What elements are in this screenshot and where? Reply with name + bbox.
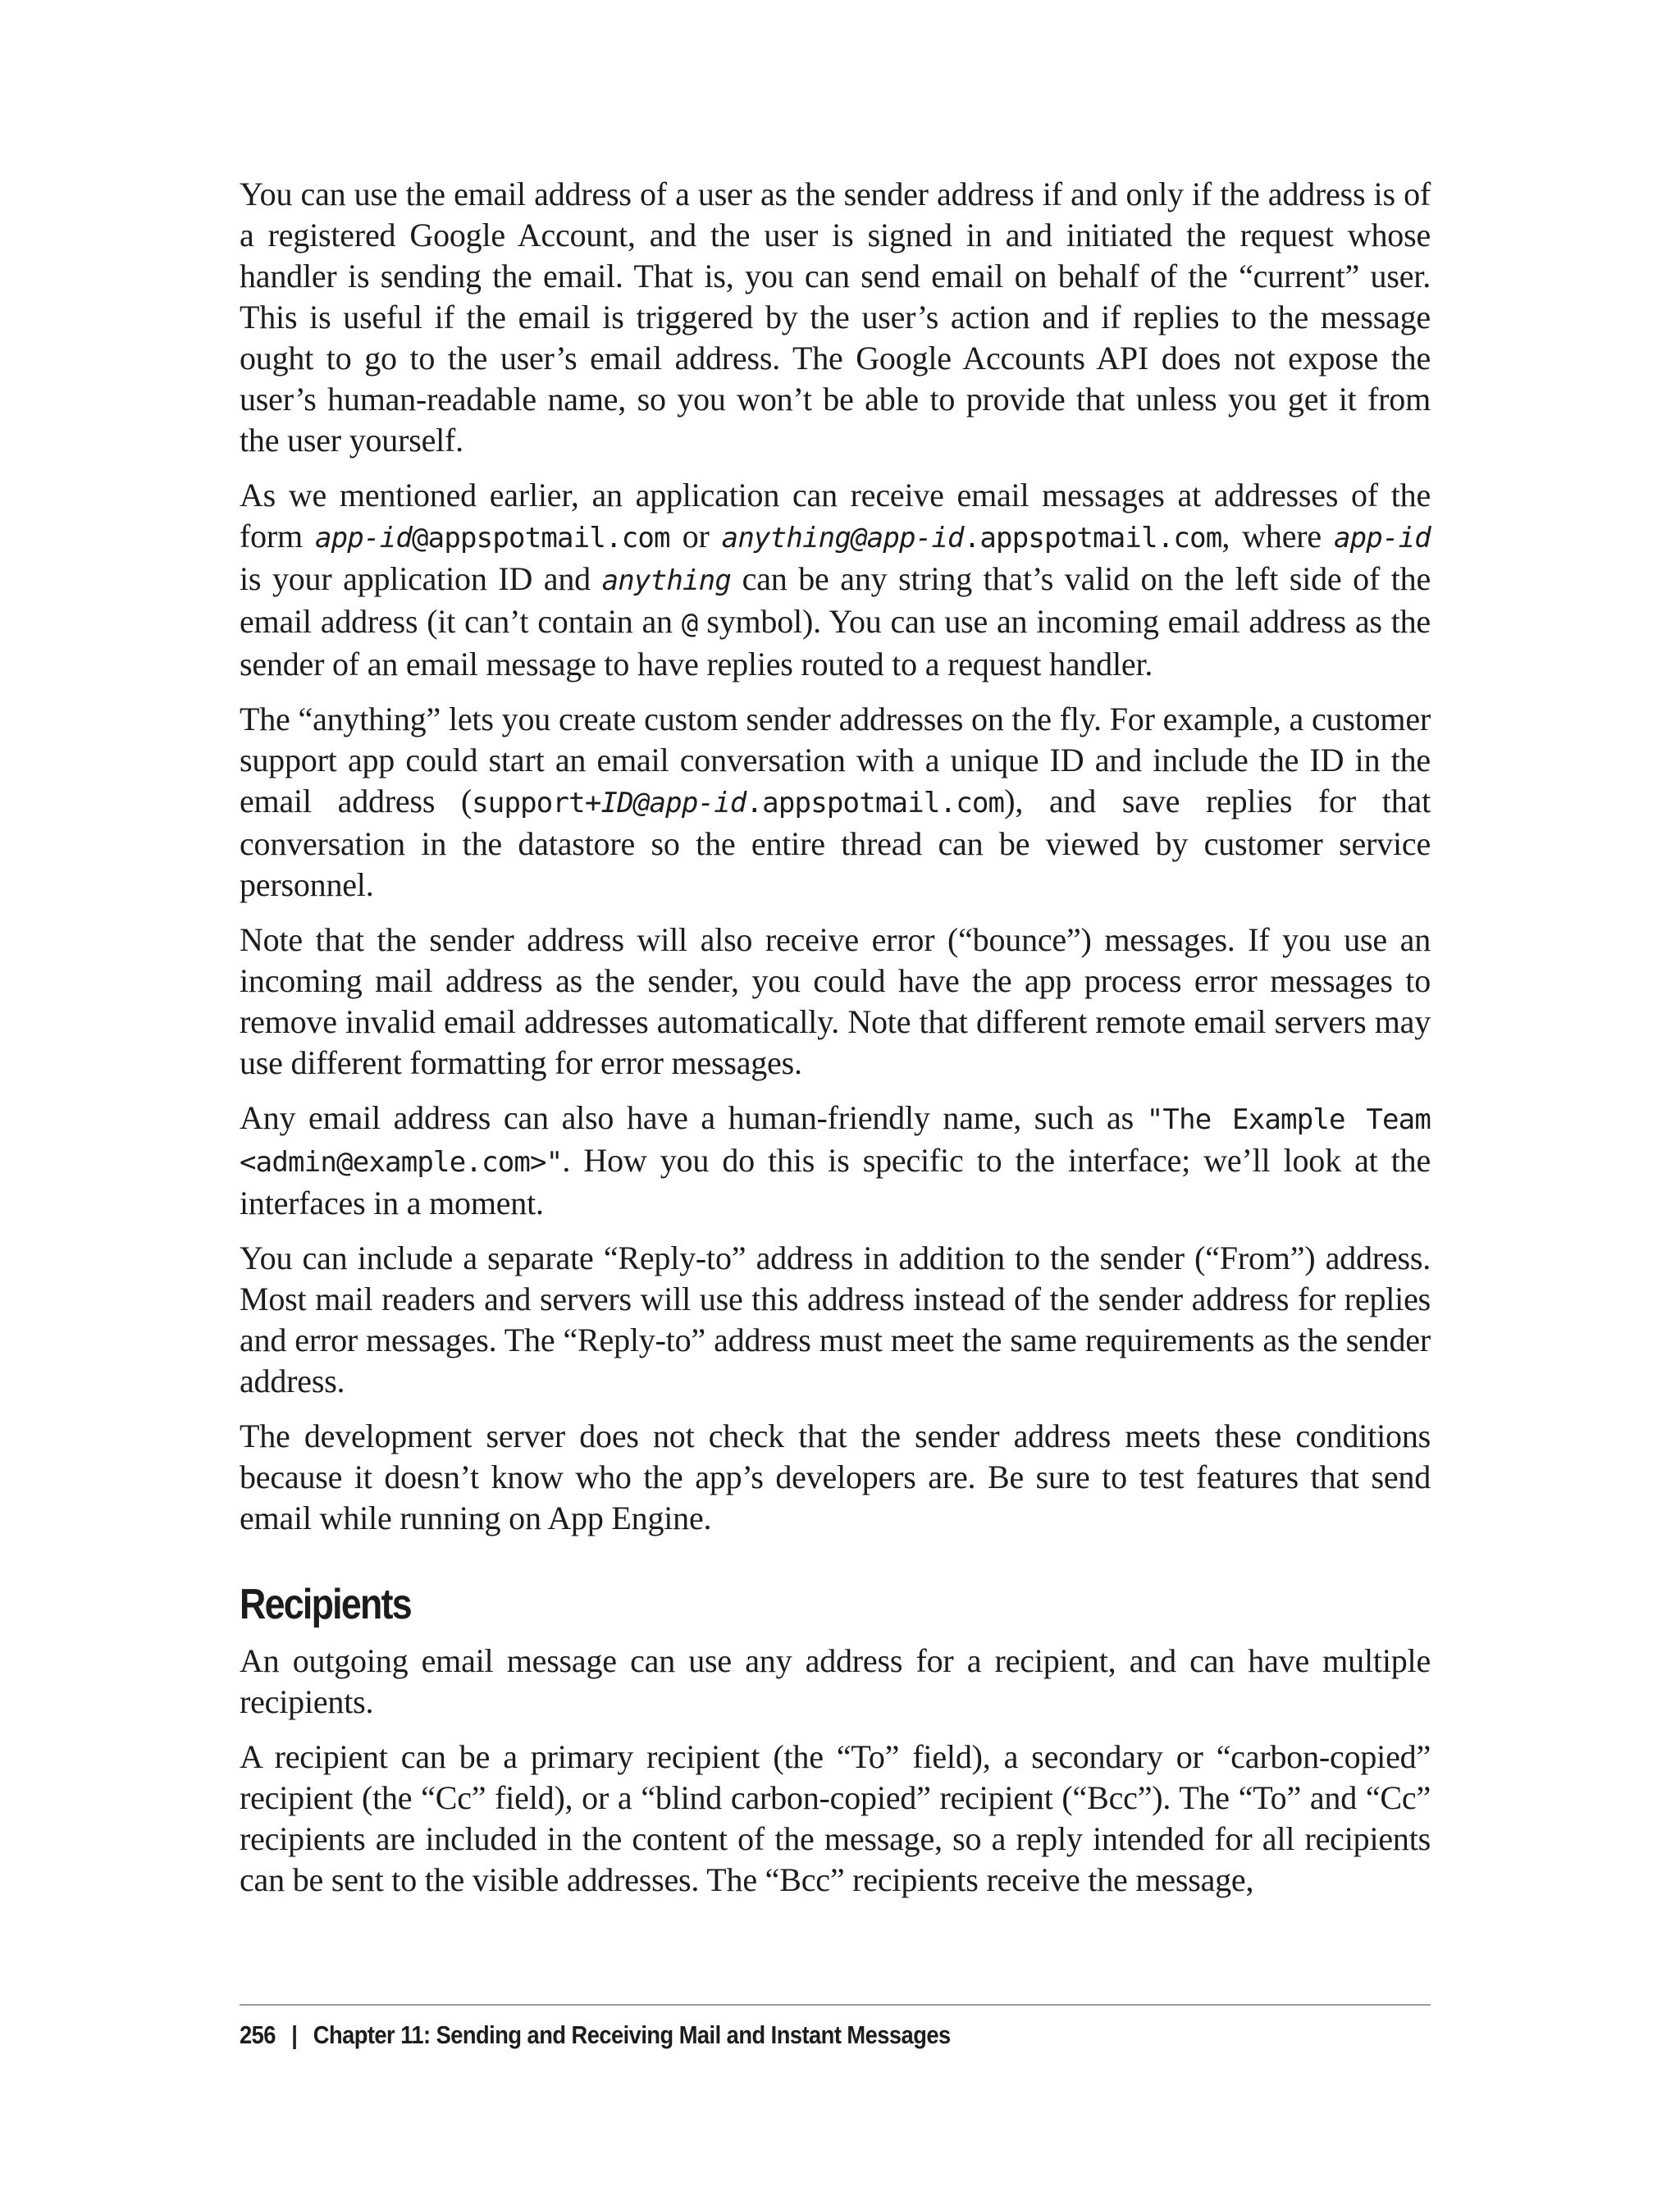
code-support-plus: support+ [472,787,601,819]
paragraph-anything-custom-sender [240,699,1431,906]
code-example-team-address: "The Example Team <admin@example.com>" [240,1103,1431,1179]
text-run: ), and save replies for that conversation in the datastore so the entire thread can be viewed by customer service personnel. [240,783,1431,903]
page-number: 256 [240,2020,276,2049]
code-id-at-app-id: ID@app-id [600,787,746,819]
code-app-id: app-id [314,522,412,555]
page-footer [240,2019,951,2052]
footer-divider [240,2004,1431,2006]
code-app-id: app-id [1333,522,1431,555]
footer-separator: | [291,2020,298,2049]
paragraph-human-friendly-name [240,1098,1431,1224]
paragraph-recipient-types: A recipient can be a primary recipient (the “To” field), a secondary or “carbon-copied” recipient (the “Cc” field), or a “blind carbon-copied” recipient (“Bcc”). The “To” and “Cc” recipients are included in the content of the message, so a reply intended for all recipients can be sent to the visible addresses. The “Bcc” recipients receive the message, [240,1738,1431,1898]
text-run: is your application ID and [240,560,602,597]
code-anything: anything [601,564,731,597]
text-run: or [669,518,722,555]
code-at-symbol: @ [681,607,698,640]
code-anything-at-app-id: anything@app-id [721,522,964,555]
paragraph-sender-user-address: You can use the email address of a user as the sender address if and only if the address is of a registered Google Account, and the user is signed in and initiated the request whose handler is sending the email. That is, you can send email on behalf of the “current” user. This is useful if the email is triggered by the user’s action and if replies to the message ought to go to the user’s email address. The Google Accounts API does not expose the user’s human-readable name, so you won’t be able to provide that unless you get it from the user yourself. [240,176,1431,459]
paragraph-reply-to: You can include a separate “Reply-to” address in addition to the sender (“From”) address. Most mail readers and servers will use this address instead of the sender address for replies and error messages. The “Reply-to” address must meet the same requirements as the sender address. [240,1239,1431,1399]
text-run: can be any string that’s valid on the left side of the email address (it can’t contain an [240,560,1431,640]
chapter-title: Chapter 11: Sending and Receiving Mail and Instant Messages [313,2020,951,2049]
text-run: symbol). You can use an incoming email address as the sender of an email message to have replies routed to a request handler. [240,603,1431,682]
paragraph-development-server: The development server does not check that the sender address meets these conditions because it doesn’t know who the app’s developers are. Be sure to test features that send email while running on App Engine. [240,1418,1431,1536]
page-body [240,174,1431,1915]
paragraph-incoming-address [240,475,1431,685]
text-run: , where [1221,518,1334,555]
text-run: Any email address can also have a human-friendly name, such as [240,1099,1147,1136]
section-heading-recipients: Recipients [240,1581,411,1628]
text-run: The “anything” lets you create custom sender addresses on the fly. For example, a customer support app could start an email conversation with a unique ID and include the ID in the email address ( [240,701,1431,819]
code-appspotmail-domain: @appspotmail.com [412,522,670,555]
paragraph-multiple-recipients: An outgoing email message can use any address for a recipient, and can have multiple recipients. [240,1642,1431,1720]
code-appspotmail-suffix: .appspotmail.com [746,787,1005,819]
text-run: . How you do this is specific to the interface; we’ll look at the interfaces in a moment. [240,1142,1431,1221]
paragraph-bounce-messages: Note that the sender address will also receive error (“bounce”) messages. If you use an incoming mail address as the sender, you could have the app process error messages to remove invalid email addresses automatically. Note that different remote email servers may use different formatting for error messages. [240,921,1431,1081]
text-run: As we mentioned earlier, an application can receive email messages at addresses of the form [240,477,1431,555]
code-appspotmail-suffix: .appspotmail.com [963,522,1222,555]
